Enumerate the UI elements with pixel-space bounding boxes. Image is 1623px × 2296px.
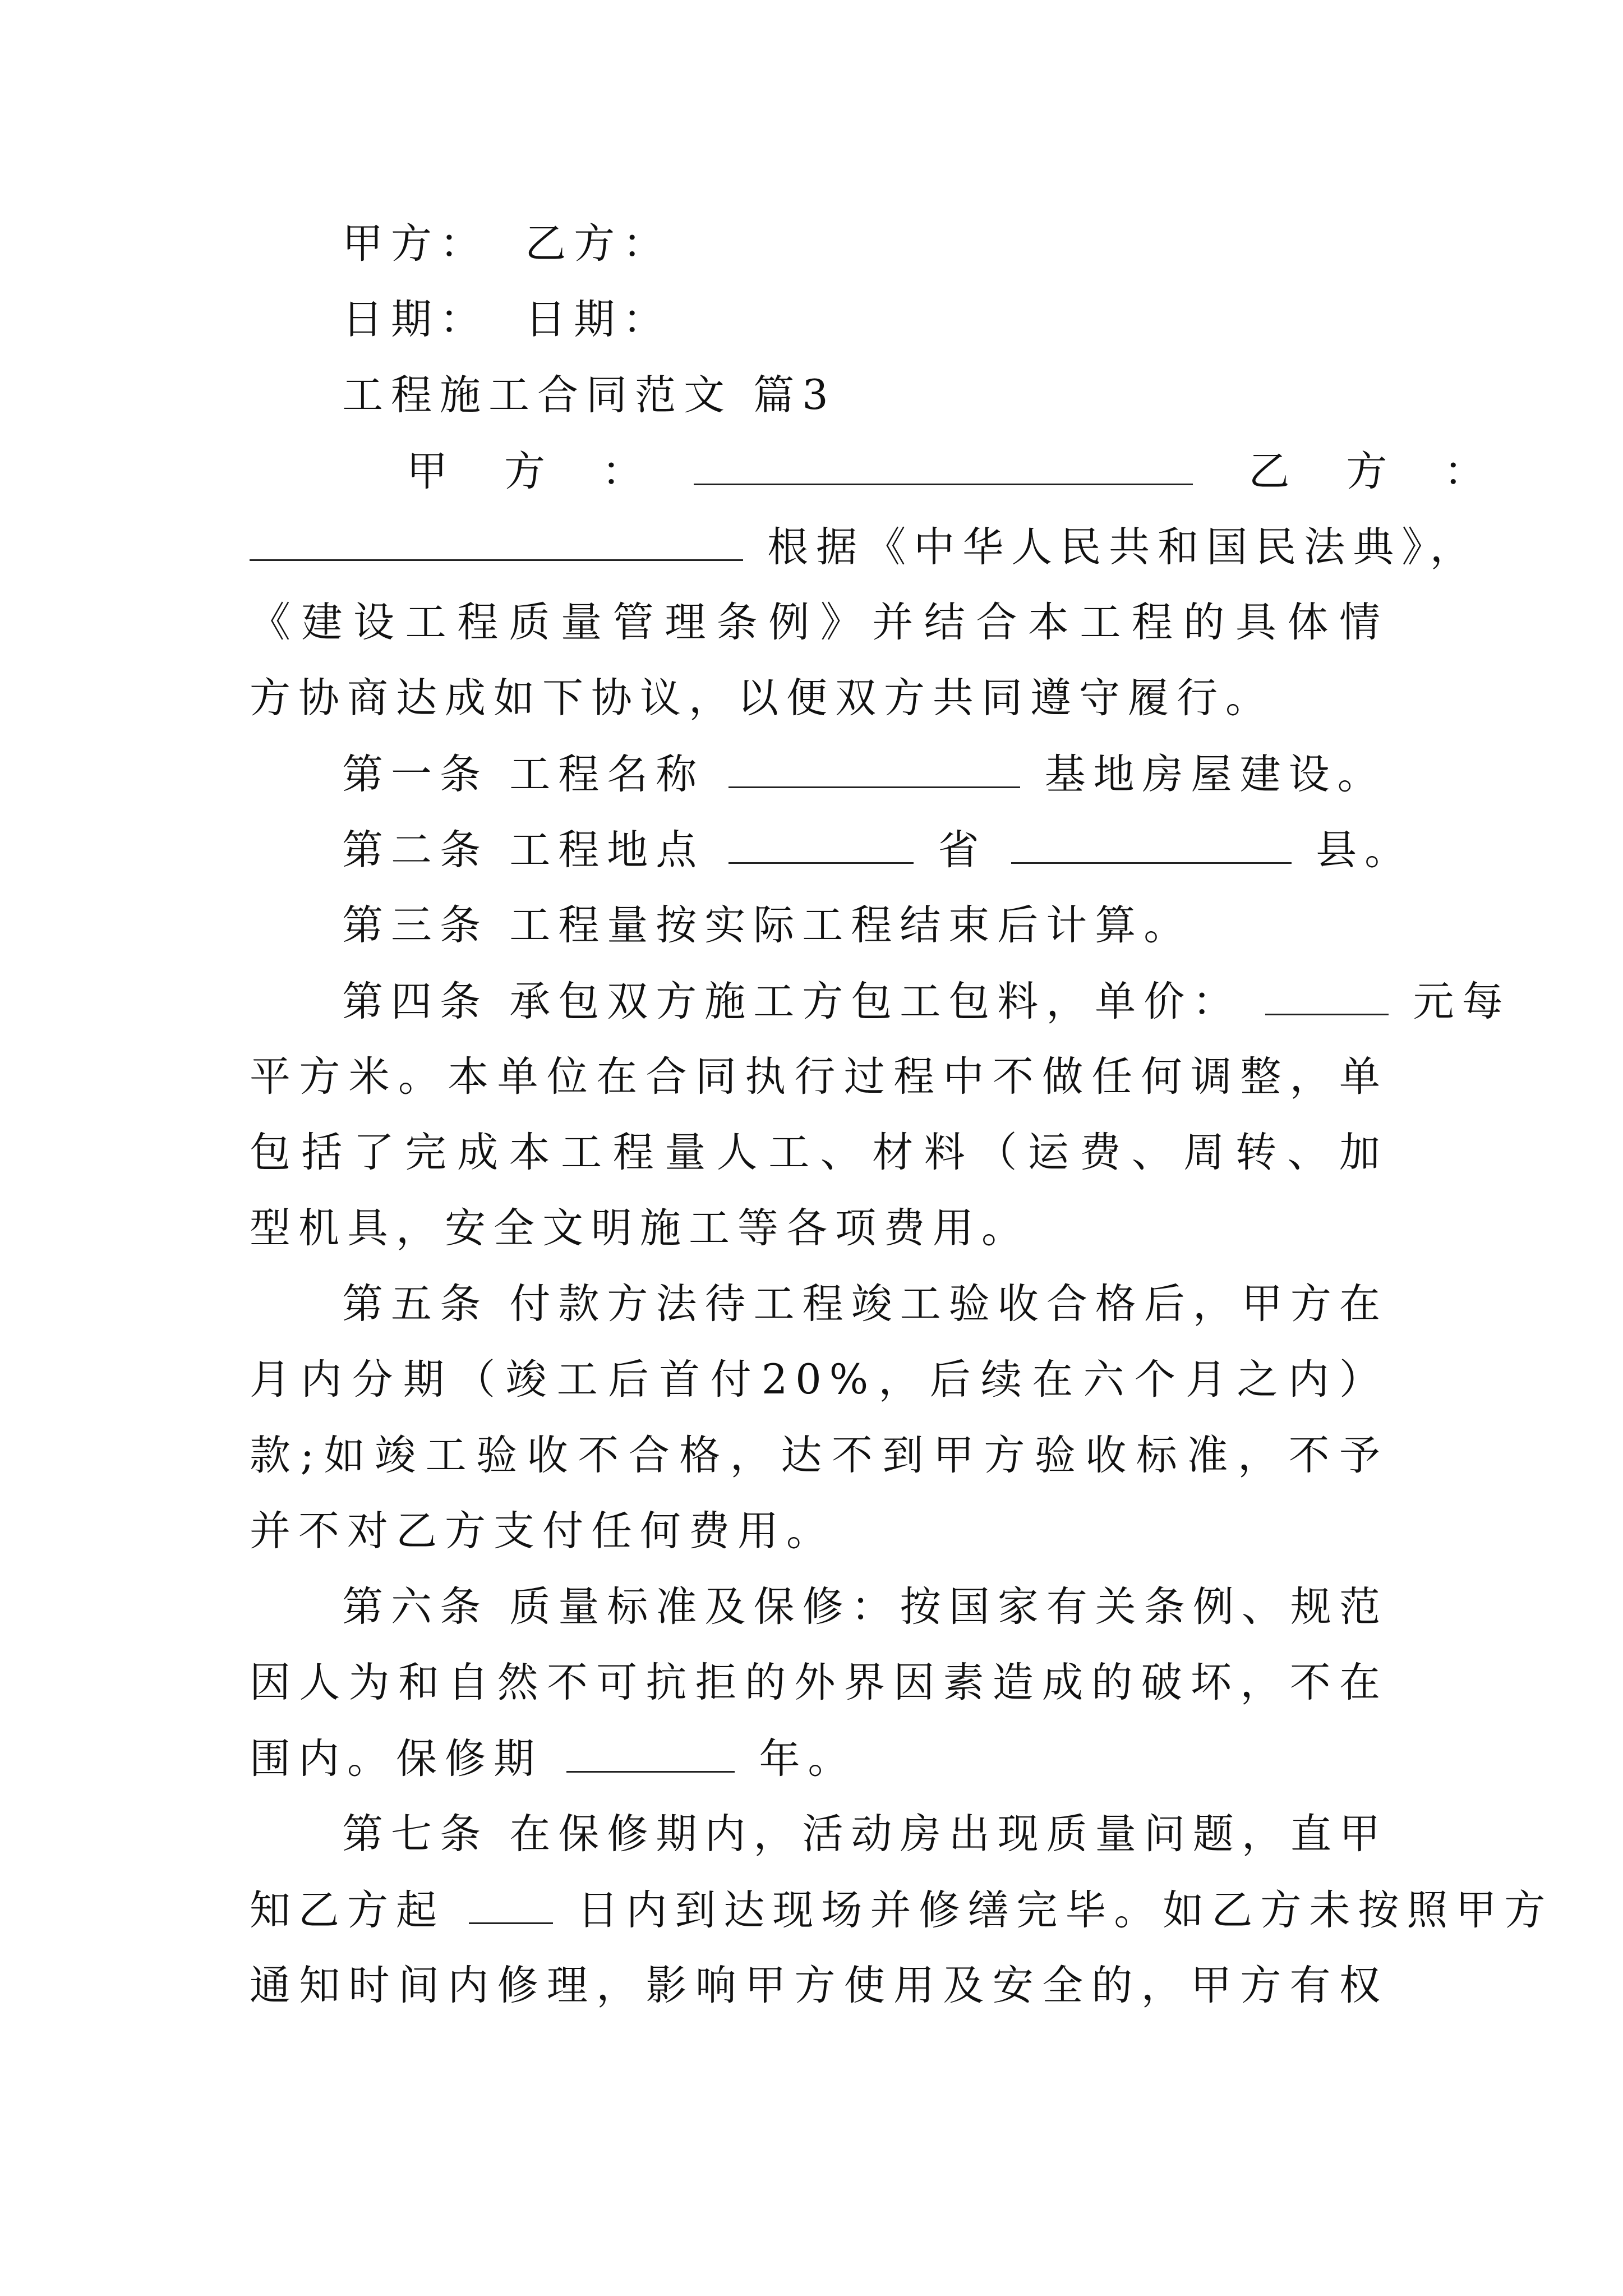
party-b-label: 乙 方 ：	[1248, 448, 1493, 495]
article-5-line-1: 第五条 付款方法待工程竣工验收合格后，甲方在	[342, 1280, 1388, 1328]
days-blank	[469, 1882, 553, 1924]
article-5-line-3: 款;如竣工验收不合格，达不到甲方验收标准，不予	[250, 1432, 1388, 1479]
article-4-suffix: 元每	[1413, 978, 1511, 1025]
article-2-suffix: 县。	[1316, 826, 1414, 874]
article-7-line-1: 第七条 在保修期内，活动房出现质量问题，直甲	[342, 1810, 1388, 1858]
article-7-line-2	[250, 1882, 1553, 1939]
party-a-label: 甲 方 ：	[407, 448, 651, 495]
party-b-blank	[250, 519, 743, 561]
article-6-text: 围内。保修期	[250, 1735, 542, 1783]
province-blank	[728, 822, 914, 864]
intro-line-1	[250, 519, 1479, 576]
signature-dates	[342, 292, 1388, 348]
article-7-text: 知乙方起	[250, 1887, 445, 1934]
warranty-period-blank	[566, 1731, 735, 1773]
article-2-province: 省	[938, 826, 987, 874]
article-4-text: 第四条 承包双方施工方包工包料，单价：	[342, 978, 1242, 1025]
article-7-suffix: 日内到达现场并修缮完毕。如乙方未按照甲方	[577, 1887, 1553, 1934]
party-a-blank	[694, 443, 1193, 485]
party-a-signature-label: 甲方：	[342, 220, 488, 268]
article-4-line-3: 包括了完成本工程量人工、材料（运费、周转、加	[250, 1129, 1388, 1176]
article-4-line-2: 平方米。本单位在合同执行过程中不做任何调整，单	[250, 1053, 1388, 1101]
signature-parties	[342, 216, 1388, 272]
article-4-line-4: 型机具，安全文明施工等各项费用。	[250, 1204, 1030, 1252]
parties-line	[407, 443, 1493, 500]
article-3: 第三条 工程量按实际工程结束后计算。	[342, 901, 1193, 949]
article-6-line-3	[250, 1731, 1388, 1787]
article-1-text: 第一条 工程名称	[342, 751, 705, 798]
article-7-line-3: 通知时间内修理，影响甲方使用及安全的，甲方有权	[250, 1962, 1388, 2009]
party-a-date-label: 日期：	[342, 296, 488, 343]
article-6-suffix: 年。	[759, 1735, 857, 1783]
article-5-line-2: 月内分期（竣工后首付20%，后续在六个月之内）	[250, 1356, 1388, 1404]
intro-text-1: 根据《中华人民共和国民法典》，	[767, 523, 1479, 571]
article-6-line-1: 第六条 质量标准及保修：按国家有关条例、规范	[342, 1583, 1388, 1631]
county-blank	[1011, 822, 1292, 864]
article-5-line-4: 并不对乙方支付任何费用。	[250, 1507, 835, 1555]
unit-price-blank	[1265, 973, 1389, 1015]
party-b-date-label: 日期：	[525, 296, 672, 343]
article-2-text: 第二条 工程地点	[342, 826, 705, 874]
party-b-signature-label: 乙方：	[525, 220, 672, 268]
section-title: 工程施工合同范文 篇3	[342, 371, 836, 419]
intro-line-2: 《建设工程质量管理条例》并结合本工程的具体情	[250, 599, 1388, 646]
project-name-blank	[728, 746, 1020, 788]
article-1-suffix: 基地房屋建设。	[1044, 751, 1386, 798]
article-6-line-2: 因人为和自然不可抗拒的外界因素造成的破坏，不在	[250, 1659, 1388, 1706]
article-4-line-1	[342, 973, 1511, 1030]
article-1	[342, 746, 1388, 803]
intro-line-3: 方协商达成如下协议，以便双方共同遵守履行。	[250, 674, 1274, 722]
article-2	[342, 822, 1414, 878]
